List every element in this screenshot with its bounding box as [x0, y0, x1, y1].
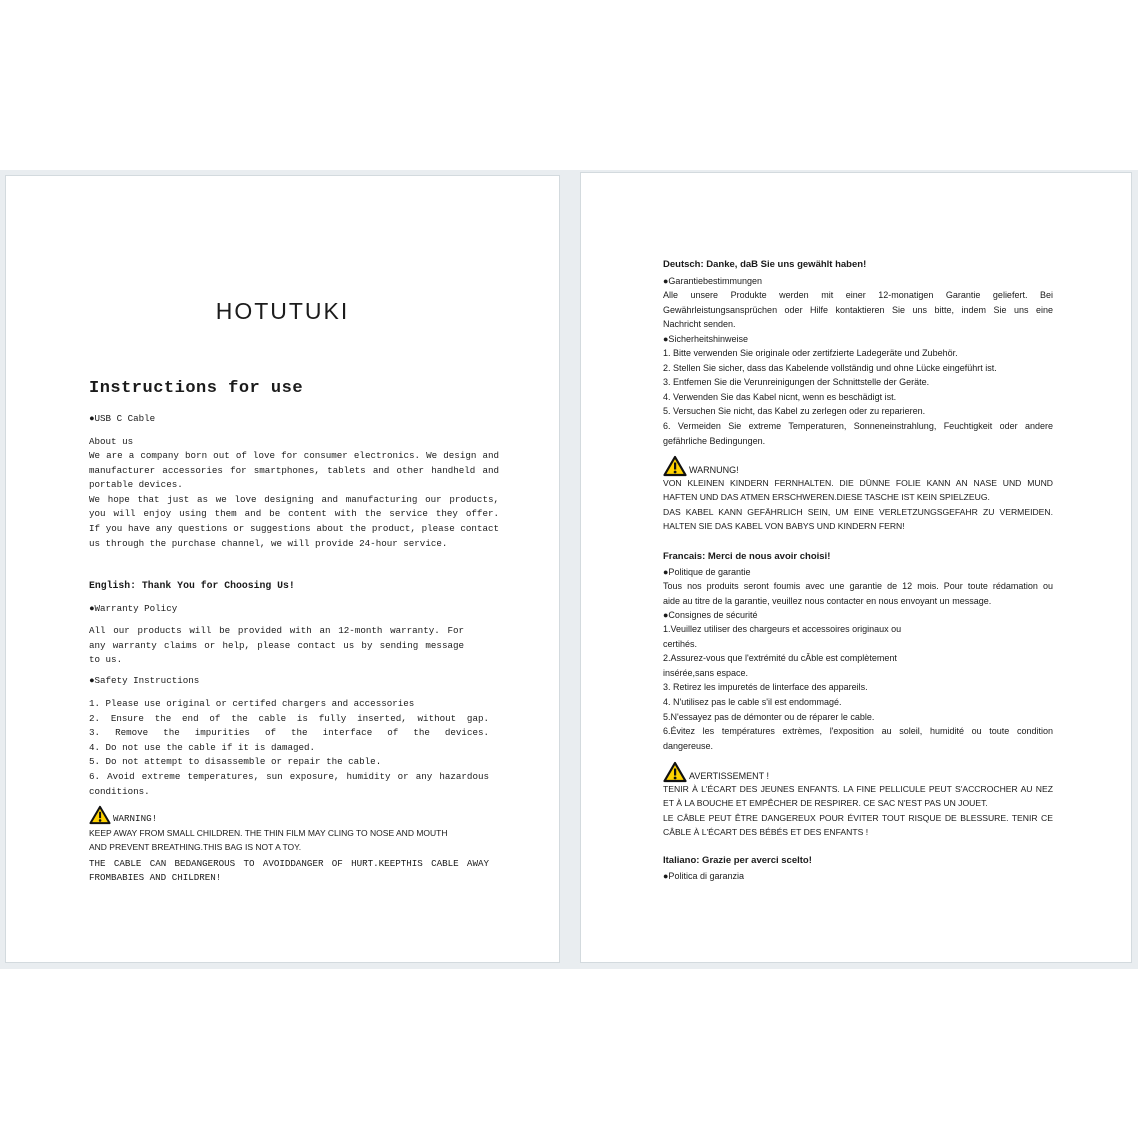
list-item: 5. Do not attempt to disassemble or repair the cable. — [89, 756, 382, 768]
about-us-heading: About us — [89, 436, 134, 447]
german-section-heading: Deutsch: Danke, daB Sie uns gewählt haben! — [663, 259, 867, 270]
text-line: We hope that just as we love designing and manufacturing our products, — [89, 493, 499, 505]
french-safety-list — [663, 622, 1053, 753]
text-line: Gewährleistungsansprüchen oder Hilfe kontaktieren Sie uns bitte, indem Sie uns eine — [663, 304, 1053, 315]
warning-row — [663, 455, 1053, 477]
list-item: 4. Do not use the cable if it is damaged. — [89, 741, 316, 753]
list-item: 6. Avoid extreme temperatures, sun exposure, humidity or any hazardous — [89, 770, 489, 782]
french-warning-text — [663, 782, 1053, 840]
list-item: 1. Bitte verwenden Sie originale oder zertifzierte Ladegeräte und Zubehör. — [663, 348, 958, 358]
italian-section-heading: Italiano: Grazie per averci scelto! — [663, 855, 812, 866]
warning-triangle-icon — [663, 455, 687, 477]
text-line: manufacturer accessories for smartphones, tablets and other handheld and — [89, 464, 499, 476]
warning-row — [663, 761, 1053, 783]
english-section-heading: English: Thank You for Choosing Us! — [89, 580, 295, 591]
text-line: us through the purchase channel, we will provide 24-hour service. — [89, 537, 448, 549]
text-line: HALTEN SIE DAS KABEL VON BABYS UND KINDERN FERN! — [663, 521, 905, 532]
german-warranty-heading: ●Garantiebestimmungen — [663, 276, 762, 286]
italian-warranty-heading: ●Politica di garanzia — [663, 871, 744, 881]
manual-page-left — [5, 175, 560, 963]
text-line: DAS KABEL KANN GEFÄHRLICH SEIN, UM EINE VERLETZUNGSGEFAHR ZU VERMEIDEN. — [663, 506, 1053, 517]
manual-page-right — [580, 172, 1132, 963]
german-safety-heading: ●Sicherheitshinweise — [663, 334, 748, 344]
french-safety-heading: ●Consignes de sécurité — [663, 610, 758, 620]
list-item: 1. Please use original or certifed chargers and accessories — [89, 698, 415, 709]
list-item: dangereuse. — [663, 740, 714, 751]
text-line: FROMBABIES AND CHILDREN! — [89, 872, 222, 884]
text-line: VON KLEINEN KINDERN FERNHALTEN. DIE DÜNNE FOLIE KANN AN NASE UND MUND — [663, 478, 1053, 488]
list-item: 2. Ensure the end of the cable is fully inserted, without gap. — [89, 712, 489, 724]
text-line: THE CABLE CAN BEDANGEROUS TO AVOIDDANGER OF HURT.KEEPTHIS CABLE AWAY — [89, 858, 489, 869]
list-item: 1.Veuillez utiliser des chargeurs et accessoires originaux ou — [663, 624, 902, 634]
about-us-paragraph — [89, 449, 499, 551]
safety-instructions-list — [89, 697, 489, 799]
warning-label: WARNUNG! — [689, 465, 739, 475]
text-line: TENIR À L'ÉCART DES JEUNES ENFANTS. LA FINE PELLICULE PEUT S'ACCROCHER AU NEZ — [663, 784, 1053, 794]
warning-triangle-icon — [663, 761, 687, 783]
text-line: portable devices. — [89, 479, 183, 491]
text-line: you will enjoy using them and be content with the service they offer. — [89, 508, 499, 520]
list-item: conditions. — [89, 785, 150, 797]
warranty-paragraph — [89, 624, 464, 668]
list-item: 2.Assurez-vous que l'extrémité du cÂble est complètement — [663, 653, 897, 664]
french-warranty-paragraph — [663, 579, 1053, 608]
warning-text-mono — [89, 857, 489, 886]
list-item: certihés. — [663, 638, 698, 649]
warning-row — [89, 805, 157, 825]
german-warranty-paragraph — [663, 288, 1053, 332]
safety-instructions-heading: ●Safety Instructions — [89, 675, 200, 686]
product-name: ●USB C Cable — [89, 413, 156, 424]
text-line: HAFTEN UND DAS ATMEN ERSCHWEREN.DIESE TASCHE IST KEIN SPIELZEUG. — [663, 492, 990, 503]
german-safety-list — [663, 346, 1053, 448]
list-item: 6. Vermeiden Sie extreme Temperaturen, Sonneneinstrahlung, Feuchtigkeit oder andere — [663, 420, 1053, 431]
list-item: 2. Stellen Sie sicher, dass das Kabelende vollständig und ohne Lücke eingeführt ist. — [663, 362, 997, 373]
text-line: We are a company born out of love for consumer electronics. We design and — [89, 450, 499, 461]
text-line: KEEP AWAY FROM SMALL CHILDREN. THE THIN FILM MAY CLING TO NOSE AND MOUTH — [89, 828, 448, 838]
text-line: ET À LA BOUCHE ET EMPÊCHER DE RESPIRER. CE SAC N'EST PAS UN JOUET. — [663, 798, 988, 809]
french-section-heading: Francais: Merci de nous avoir choisi! — [663, 551, 831, 562]
page-title: Instructions for use — [89, 379, 304, 398]
warning-label: AVERTISSEMENT ! — [689, 771, 770, 781]
text-line: AND PREVENT BREATHING.THIS BAG IS NOT A TOY. — [89, 842, 302, 853]
warning-text-caps — [89, 826, 474, 855]
text-line: If you have any questions or suggestions about the product, please contact — [89, 522, 499, 534]
list-item: 4. Verwenden Sie das Kabel nicnt, wenn es beschädigt ist. — [663, 391, 897, 402]
text-line: to us. — [89, 654, 123, 666]
french-warranty-heading: ●Politique de garantie — [663, 567, 751, 577]
warning-triangle-icon — [89, 805, 111, 825]
german-warning-text — [663, 476, 1053, 534]
text-line: Tous nos produits seront foumis avec une garantie de 12 mois. Pour toute rédamation ou — [663, 581, 1053, 591]
text-line: any warranty claims or help, please contact us by sending message — [89, 639, 464, 651]
text-line: LE CÂBLE PEUT ÊTRE DANGEREUX POUR ÉVITER TOUT RISQUE DE BLESSURE. TENIR CE — [663, 812, 1053, 823]
list-item: 3. Entfemen Sie die Verunreinigungen der Schnittstelle der Geräte. — [663, 377, 930, 388]
text-line: All our products will be provided with an 12-month warranty. For — [89, 625, 464, 636]
text-line: Nachricht senden. — [663, 319, 736, 330]
brand-title: HOTUTUKI — [215, 298, 350, 324]
list-item: 4. N'utilisez pas le cable s'il est endommagé. — [663, 696, 842, 707]
warning-label: WARNING! — [113, 813, 158, 824]
text-line: Alle unsere Produkte werden mit einer 12-monatigen Garantie geliefert. Bei — [663, 290, 1053, 300]
list-item: insérée,sans espace. — [663, 667, 749, 678]
list-item: 5.N'essayez pas de démonter ou de réparer le cable. — [663, 711, 875, 722]
list-item: 3. Retirez les impuretés de linterface des appareils. — [663, 682, 868, 693]
list-item: 6.Évitez les températures extrèmes, l'exposition au soleil, humidité ou toute condition — [663, 726, 1053, 737]
warranty-policy-heading: ●Warranty Policy — [89, 603, 178, 614]
text-line: CÂBLE À L'ÉCART DES BÉBÉS ET DES ENFANTS ! — [663, 827, 869, 838]
text-line: aide au titre de la garantie, veuillez nous contacter en nous envoyant un message. — [663, 595, 992, 606]
list-item: 3. Remove the impurities of the interface of the devices. — [89, 727, 489, 739]
list-item: gefährliche Bedingungen. — [663, 435, 766, 446]
list-item: 5. Versuchen Sie nicht, das Kabel zu zerlegen oder zu reparieren. — [663, 406, 926, 417]
